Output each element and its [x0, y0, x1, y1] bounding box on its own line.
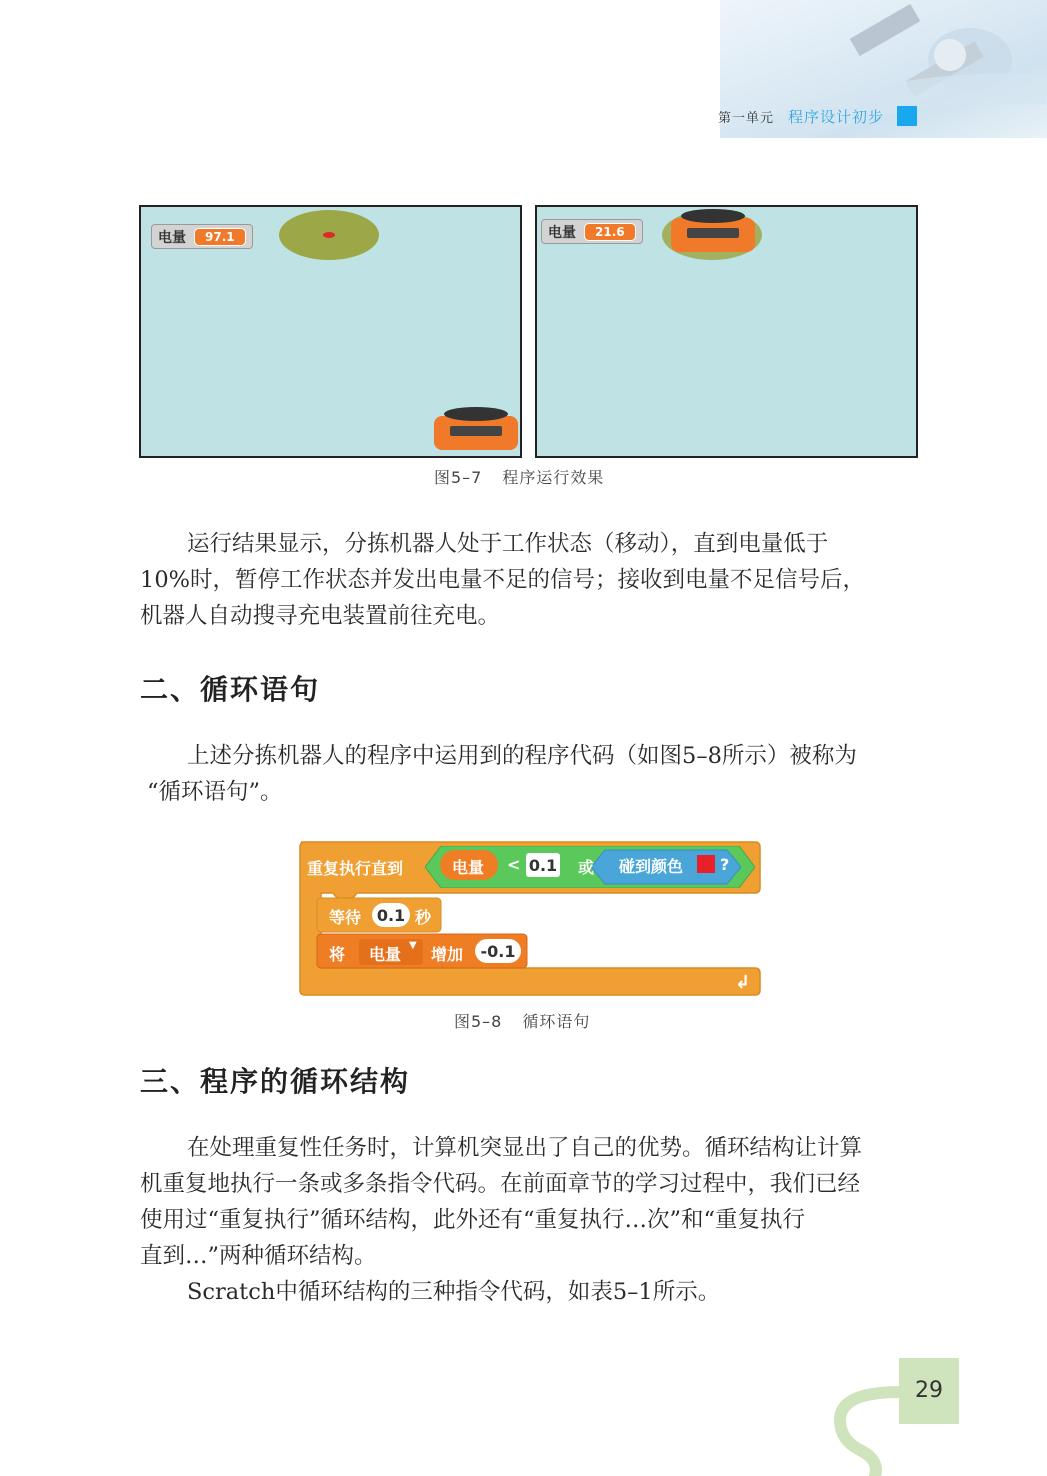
battery-monitor — [151, 224, 253, 249]
section-heading: 二、循环语句 — [140, 673, 321, 706]
stage-screenshot-left — [139, 205, 522, 458]
battery-reporter-label: 电量 — [452, 858, 485, 877]
sorting-robot-sprite — [669, 209, 757, 253]
dropdown-arrow-icon: ▼ — [409, 940, 417, 951]
wait-seconds-input: 0.1 — [372, 903, 410, 927]
caption-text: 程序运行效果 — [502, 468, 605, 487]
less-than-operator: < — [507, 855, 521, 874]
header-color-marker — [897, 106, 917, 126]
seconds-label: 秒 — [415, 908, 432, 927]
battery-value: 97.1 — [194, 228, 246, 246]
page-number: 29 — [915, 1378, 943, 1403]
battery-monitor — [541, 219, 643, 244]
variable-dropdown-label: 电量 — [369, 945, 402, 964]
question-mark: ? — [720, 855, 730, 874]
paragraph-3-line-1: 在处理重复性任务时，计算机突显出了自己的优势。循环结构让计算 — [187, 1135, 863, 1161]
chapter-title: 程序设计初步 — [788, 108, 885, 126]
scratch-repeat-until-block — [297, 838, 762, 998]
battery-label: 电量 — [548, 224, 576, 241]
increase-label: 增加 — [431, 945, 464, 964]
section-heading: 三、程序的循环结构 — [140, 1065, 411, 1098]
paragraph-2-line-2: “循环语句”。 — [147, 779, 283, 805]
sorting-robot-sprite — [432, 407, 520, 451]
header-title — [718, 106, 884, 127]
paragraph-1-line-3: 机器人自动搜寻充电装置前往充电。 — [140, 603, 501, 629]
figure-5-8-caption — [454, 1009, 590, 1032]
wait-label: 等待 — [329, 908, 362, 927]
paragraph-1-line-1: 运行结果显示，分拣机器人处于工作状态（移动），直到电量低于 — [187, 531, 829, 557]
or-label: 或 — [578, 858, 595, 877]
paragraph-2-line-1: 上述分拣机器人的程序中运用到的程序代码（如图5–8所示）被称为 — [187, 743, 857, 769]
charging-pad-dot — [323, 232, 335, 238]
repeat-until-label: 重复执行直到 — [307, 859, 404, 878]
decorative-curve — [820, 1380, 940, 1476]
battery-value: 21.6 — [584, 223, 636, 241]
caption-text: 循环语句 — [522, 1012, 591, 1031]
stage-screenshot-right — [535, 205, 918, 458]
set-label: 将 — [329, 945, 346, 964]
paragraph-3-line-5: Scratch中循环结构的三种指令代码，如表5–1所示。 — [187, 1279, 721, 1305]
touching-color-label: 碰到颜色 — [619, 857, 684, 876]
increase-value-input: -0.1 — [475, 939, 521, 963]
battery-label: 电量 — [158, 229, 186, 246]
paragraph-3-line-3: 使用过“重复执行”循环结构，此外还有“重复执行…次”和“重复执行 — [140, 1207, 806, 1233]
caption-number: 图5–8 — [454, 1012, 503, 1031]
paragraph-1-line-2: 10%时，暂停工作状态并发出电量不足的信号；接收到电量不足信号后， — [140, 567, 866, 593]
figure-5-7-caption — [434, 465, 604, 488]
loop-arrow-icon: ↲ — [735, 972, 751, 993]
charging-pad — [279, 210, 379, 260]
paragraph-3-line-4: 直到…”两种循环结构。 — [140, 1243, 377, 1269]
caption-number: 图5–7 — [434, 468, 483, 487]
paragraph-3-line-2: 机重复地执行一条或多条指令代码。在前面章节的学习过程中，我们已经 — [140, 1171, 861, 1197]
unit-label: 第一单元 — [718, 111, 775, 126]
color-swatch — [697, 855, 715, 873]
threshold-input: 0.1 — [526, 853, 560, 877]
